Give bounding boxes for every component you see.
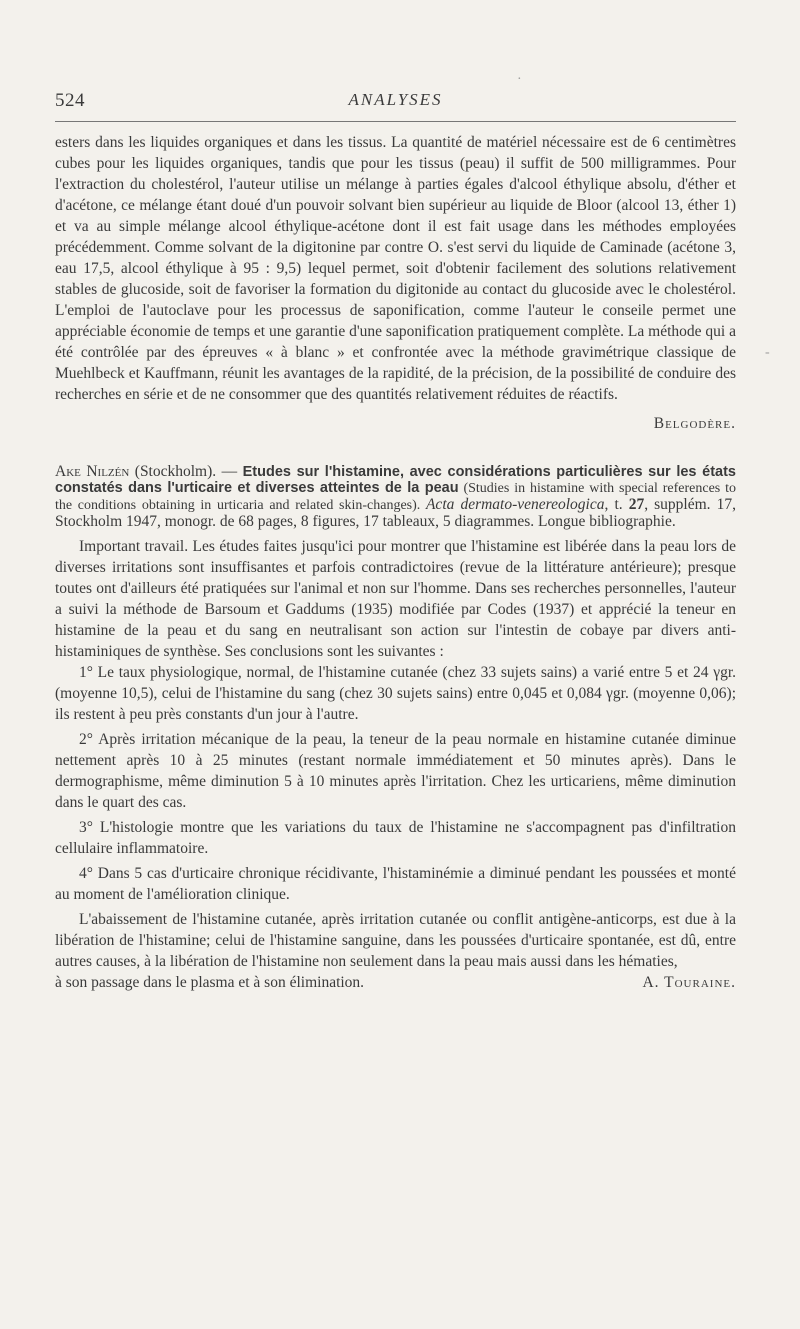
paragraph-continued: esters dans les liquides organiques et dans les tissus. La quantité de matériel nécessaire est de 6 centimètres cubes pour les liquides organiques, tandis que pour les tissus (peau) il suffit de 500 milligrammes. Pour l'extraction du cholestérol, l'auteur utilise un mélange à parties égales d'alcool éthylique absolu, d'éther et d'acétone, ce mélange étant doué d'un pouvoir solvant bien supérieur au liquide de Bloor (alcool 13, éther 1) et va au simple mélange alcool éthylique-acétone dont il est fait usage dans les méthodes employées précédemment. Comme solvant de la digitonine par contre O. s'est servi du liquide de Caminade (acétone 3, eau 17,5, alcool éthylique à 95 : 9,5) lequel permet, soit d'obtenir facilement des solutions relativement stables de glucoside, soit de favoriser la formation du digitonide au contact du glucoside avec le cholestérol. L'emploi de l'autoclave pour les processus de saponification, comme l'auteur le conseile permet une appréciable économie de temps et une garantie d'une saponification pratiquement complète. La méthode qui a été contrôlée par des épreuves « à blanc » et confrontée avec la méthode gravimétrique classique de Muehlbeck et Kauffmann, réunit les avantages de la rapidité, de la précision, de la possibilité de conduire des recherches en série et de ne consommer que des quantités relativement réduites de réactifs. — [55, 134, 736, 403]
entry-place: (Stockholm). — — [129, 463, 243, 480]
signature-touraine: A. Touraine. — [642, 974, 736, 991]
header-rule — [55, 121, 736, 122]
article-body — [55, 132, 736, 993]
paragraph-final: L'abaissement de l'histamine cutanée, après irritation cutanée ou conflit antigène-anticorps, est due à la libération de l'histamine; celui de l'histamine sanguine, dans les poussées d'urticaire spontanée, est dû, entre autres causes, à la libération de l'histamine non seulement dans la peau mais aussi dans les hématies, — [55, 911, 736, 970]
conclusion-3: 3° L'histologie montre que les variations du taux de l'histamine ne s'accompagnent pas d'infiltration cellulaire inflammatoire. — [55, 819, 736, 857]
page-header — [55, 90, 736, 114]
entry-english-title: (Studies in histamine with special references to the conditions obtaining in urticaria and related skin-changes). — [55, 481, 736, 513]
margin-mark: · — [517, 72, 522, 87]
signature-belgodere: Belgodère. — [653, 415, 736, 432]
margin-mark: - — [765, 345, 770, 360]
paragraph-final-last-line: à son passage dans le plasma et à son élimination. — [55, 974, 365, 991]
entry-journal: Acta dermato-venereologica — [425, 496, 605, 513]
entry-title: Etudes sur l'histamine, avec considérations particulières sur les états constatés dans l'urticaire et diverses atteintes de la peau — [55, 464, 736, 496]
running-title: ANALYSES — [348, 90, 443, 109]
bibliographic-entry — [55, 464, 736, 530]
conclusion-1: 1° Le taux physiologique, normal, de l'histamine cutanée (chez 33 sujets sains) a varié entre 5 et 24 γgr. (moyenne 10,5), celui de l'histamine du sang (chez 30 sujets sains) entre 0,045 et 0,084 γgr. (moyenne 0,06); ils restent à peu près constants d'un jour à l'autre. — [55, 664, 736, 723]
final-line — [55, 972, 736, 993]
page-number: 524 — [55, 90, 85, 111]
entry-details: , supplém. 17, Stockholm 1947, monogr. de 68 pages, 8 figures, 17 tableaux, 5 diagrammes. Longue bibliographie. — [55, 496, 736, 530]
conclusion-2: 2° Après irritation mécanique de la peau, la teneur de la peau normale en histamine cutanée diminue nettement après 10 à 25 minutes (restant normale immédiatement et 50 minutes après). Dans le dermographisme, même diminution 5 à 10 minutes après l'irritation. Chez les urticariens, même diminution dans le quart des cas. — [55, 731, 736, 811]
conclusion-4: 4° Dans 5 cas d'urticaire chronique récidivante, l'histaminémie a diminué pendant les poussées et monté au moment de l'amélioration clinique. — [55, 865, 736, 903]
entry-author: Ake Nilzén — [55, 463, 130, 480]
paragraph-summary: Important travail. Les études faites jusqu'ici pour montrer que l'histamine est libérée dans la peau lors de diverses irritations sont insuffisantes et parfois contradictoires (revue de la littérature antérieure); presque toutes ont d'ailleurs été pratiquées sur l'animal et non sur l'homme. Dans ses recherches personnelles, l'auteur a suivi la méthode de Barsoum et Gaddums (1935) modifiée par Codes (1937) et apprécié la teneur en histamine de la peau et du sang en neutralisant son action sur l'intestin de cobaye par divers anti-histaminiques de synthèse. Ses conclusions sont les suivantes : — [55, 538, 736, 660]
entry-volume: 27 — [628, 496, 645, 513]
entry-volume-prefix: , t. — [604, 496, 629, 513]
section-gap — [55, 434, 736, 464]
